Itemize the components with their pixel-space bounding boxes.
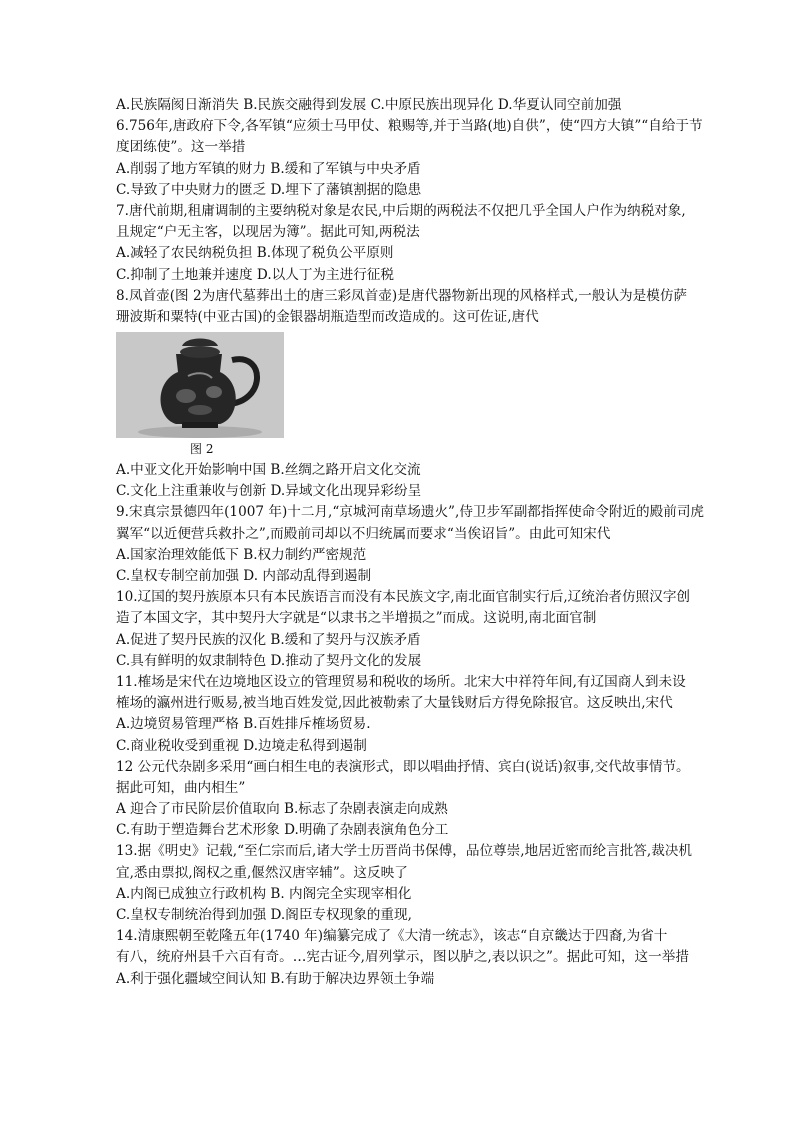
text-line: 翼军“以近便营兵救扑之”,而殿前司却以不归统属而要求“当俟诏旨”。由此可知宋代 <box>116 525 611 542</box>
text-line: A.中亚文化开始影响中国 B.丝绸之路开启文化交流 <box>116 462 421 479</box>
text-line: 且规定“户无主客，以现居为簿”。据此可知,两税法 <box>116 224 420 241</box>
text-line: 宜,悉由票拟,阁权之重,偃然汉唐宰辅”。这反映了 <box>116 864 408 881</box>
text-line: C.导致了中央财力的匮乏 D.埋下了藩镇割据的隐患 <box>116 181 422 198</box>
text-line: C.商业税收受到重视 D.边境走私得到遏制 <box>116 737 367 754</box>
text-line: C.皇权专制统治得到加强 D.阁臣专权现象的重现, <box>116 907 412 923</box>
ewer-photo <box>116 332 284 438</box>
text-line: 有八，统府州县千六百有奇。…宪古证今,眉列掌示，图以胪之,表以识之”。据此可知，这一举措 <box>116 949 689 966</box>
text-line: 6.756年,唐政府下令,各军镇“应须士马甲仗、粮赐等,并于当路(地)自供”，使“四方大镇”“自给于节 <box>116 118 703 135</box>
text-line: 9.宋真宗景德四年(1007 年)十二月,“京城河南草场遗火”,侍卫步军副都指挥使命令附近的殿前司虎 <box>116 504 704 521</box>
figure-2 <box>116 332 716 460</box>
text-line: 8.凤首壶(图 2为唐代墓葬出土的唐三彩凤首壶)是唐代器物新出现的风格样式,一般认为是模仿萨 <box>116 287 688 304</box>
question-text-block <box>116 95 716 990</box>
text-line: A.民族隔阂日渐消失 B.民族交融得到发展 C.中原民族出现异化 D.华夏认同空前加强 <box>116 97 622 113</box>
text-line: A.减轻了农民纳税负担 B.体现了税负公平原则 <box>116 245 394 262</box>
text-line: 造了本国文字，其中契丹大字就是“以隶书之半增损之”而成。这说明,南北面官制 <box>116 610 597 627</box>
text-line: C.抑制了土地兼并速度 D.以人丁为主进行征税 <box>116 266 394 283</box>
phoenix-head-ewer-image <box>116 332 284 438</box>
text-line: 珊波斯和粟特(中亚古国)的金银器胡瓶造型而改造成的。这可佐证,唐代 <box>116 308 539 325</box>
text-line: C.有助于塑造舞台艺术形象 D.明确了杂剧表演角色分工 <box>116 822 449 839</box>
text-line: 据此可知，曲内相生” <box>116 779 246 796</box>
text-line: A.国家治理效能低下 B.权力制约严密规范 <box>116 546 367 563</box>
text-line: 11.榷场是宋代在边境地区设立的管理贸易和税收的场所。北宋大中祥符年间,有辽国商人到未设 <box>116 673 686 690</box>
text-line: 度团练使”。这一举措 <box>116 139 246 156</box>
text-line: 10.辽国的契丹族原本只有本民族语言而没有本民族文字,南北面官制实行后,辽统治者仿照汉字创 <box>116 589 691 606</box>
text-line: A.边境贸易管理严格 B.百姓排斥榷场贸易. <box>116 716 371 733</box>
text-line: 13.据《明史》记载,“至仁宗而后,诸大学士历晋尚书保傅，品位尊崇,地居近密而纶言批答,裁决机 <box>116 843 693 860</box>
text-line: C.文化上注重兼收与创新 D.异域文化出现异彩纷呈 <box>116 483 422 500</box>
text-line: 12 公元代杂剧多采用“画白相生电的表演形式，即以唱曲抒情、宾白(说话)叙事,交代故事情节。 <box>116 758 690 775</box>
text-line: A 迎合了市民阶层价值取向 B.标志了杂剧表演走向成熟 <box>116 801 448 818</box>
text-line: C.皇权专制空前加强 D. 内部动乱得到遏制 <box>116 568 372 584</box>
text-line: A.削弱了地方军镇的财力 B.缓和了军镇与中央矛盾 <box>116 160 421 177</box>
text-line: 14.清康熙朝至乾隆五年(1740 年)编纂完成了《大清一统志》，该志“自京畿达于四裔,为省十 <box>116 928 668 945</box>
text-line: A.促进了契丹民族的汉化 B.缓和了契丹与汉族矛盾 <box>116 631 421 648</box>
text-line: C.具有鲜明的奴隶制特色 D.推动了契丹文化的发展 <box>116 652 422 669</box>
figure-caption: 图 2 <box>190 442 214 457</box>
text-line: A.内阁已成独立行政机构 B. 内阁完全实现宰相化 <box>116 885 412 902</box>
text-line: A.利于强化疆域空间认知 B.有助于解决边界领土争端 <box>116 970 435 987</box>
text-line: 7.唐代前期,租庸调制的主要纳税对象是农民,中后期的两税法不仅把几乎全国人户作为纳税对象, <box>116 202 686 219</box>
text-line: 榷场的瀛州进行贩易,被当地百姓发觉,因此被勒索了大量钱财后方得免除报官。这反映出,宋代 <box>116 695 673 712</box>
